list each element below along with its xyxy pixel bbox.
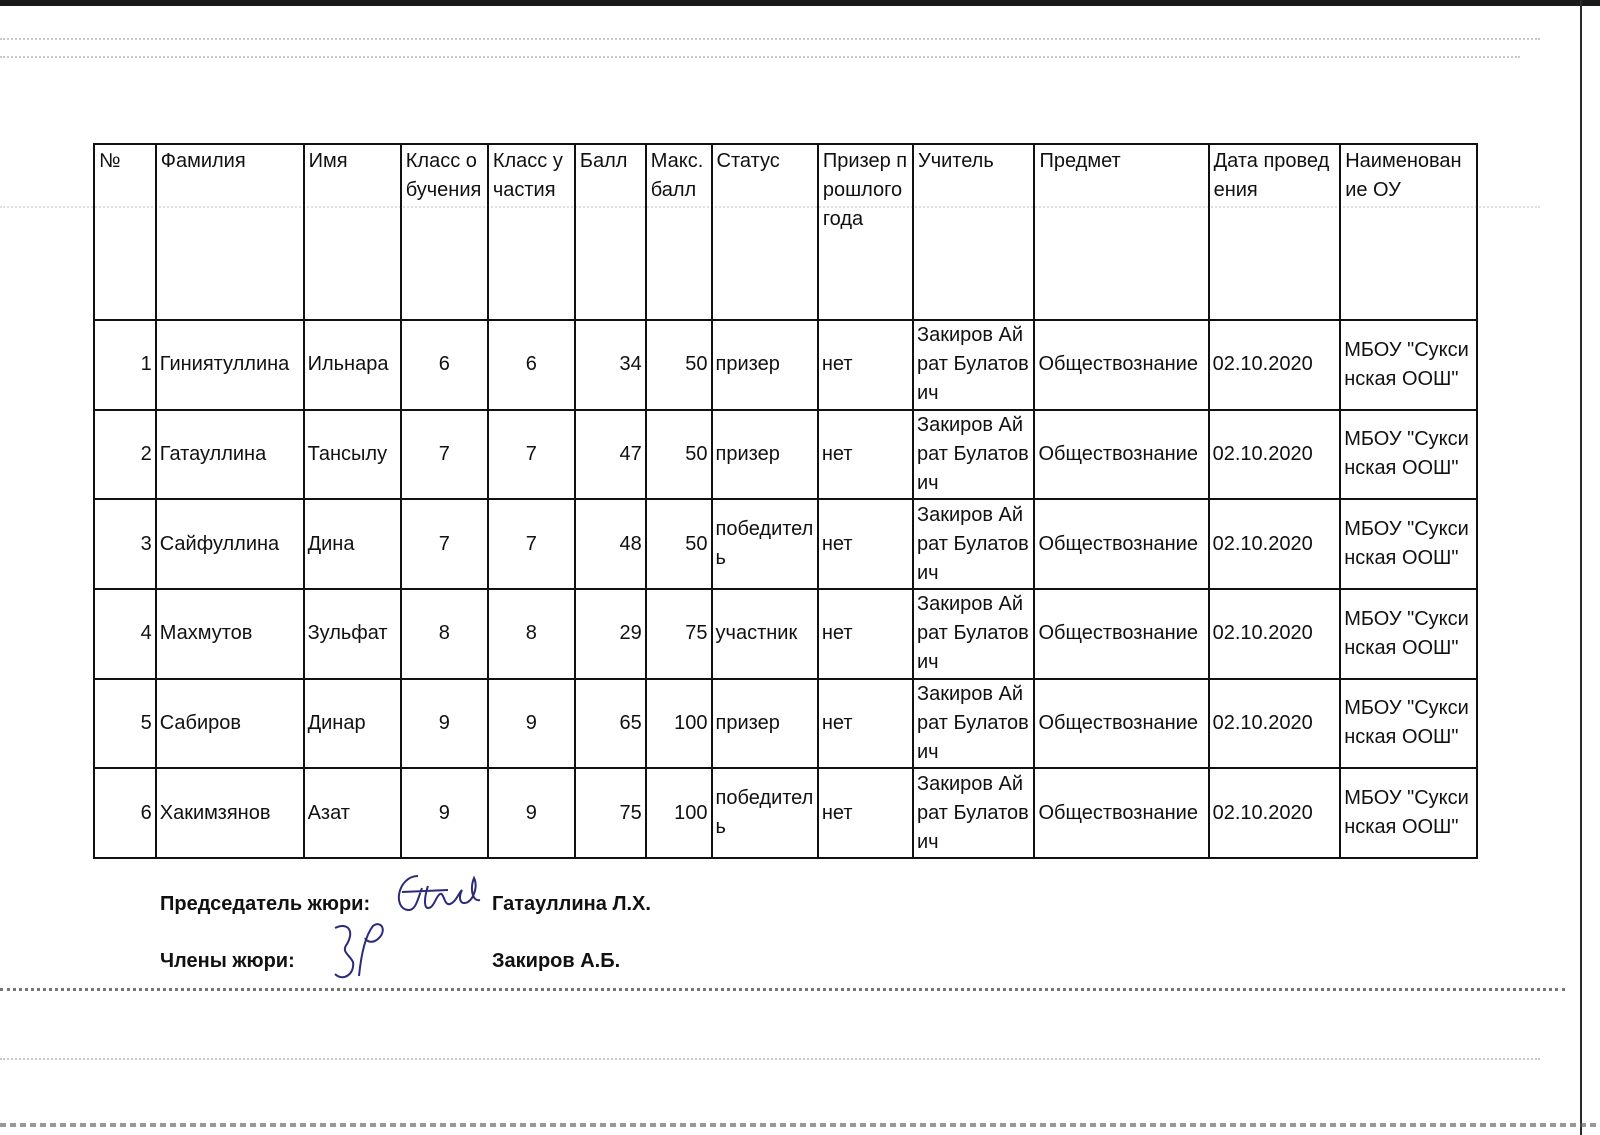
cell-max-score: 50 bbox=[646, 410, 712, 500]
jury-member-name: Закиров А.Б. bbox=[492, 950, 621, 972]
cell-subject: Обществознание bbox=[1034, 679, 1208, 769]
cell-last-year-prize: нет bbox=[818, 768, 913, 858]
cell-school: МБОУ "Суксинская ООШ" bbox=[1340, 320, 1477, 410]
cell-status: победитель bbox=[712, 768, 818, 858]
cell-name: Азат bbox=[304, 768, 401, 858]
cell-subject: Обществознание bbox=[1034, 499, 1208, 589]
cell-score: 29 bbox=[575, 589, 646, 679]
jury-members-label: Члены жюри: bbox=[160, 950, 295, 972]
cell-status: призер bbox=[712, 410, 818, 500]
jury-chair-name: Гатауллина Л.Х. bbox=[492, 893, 651, 915]
cell-date: 02.10.2020 bbox=[1209, 410, 1341, 500]
cell-participation-grade: 9 bbox=[488, 679, 575, 769]
cell-surname: Гиниятуллина bbox=[156, 320, 304, 410]
cell-date: 02.10.2020 bbox=[1209, 768, 1341, 858]
table-row bbox=[94, 768, 1477, 858]
cell-number: 5 bbox=[94, 679, 156, 769]
cell-number: 2 bbox=[94, 410, 156, 500]
cell-teacher: Закиров Айрат Булатович bbox=[913, 499, 1034, 589]
cell-max-score: 50 bbox=[646, 320, 712, 410]
col-participation-grade-header: Класс участия bbox=[488, 144, 575, 320]
table-row bbox=[94, 679, 1477, 769]
col-teacher-header: Учитель bbox=[913, 144, 1034, 320]
cell-subject: Обществознание bbox=[1034, 410, 1208, 500]
cell-max-score: 75 bbox=[646, 589, 712, 679]
col-score-header: Балл bbox=[575, 144, 646, 320]
cell-score: 75 bbox=[575, 768, 646, 858]
member-signature bbox=[325, 916, 405, 996]
cell-participation-grade: 7 bbox=[488, 499, 575, 589]
cell-school: МБОУ "Суксинская ООШ" bbox=[1340, 768, 1477, 858]
jury-chair-label: Председатель жюри: bbox=[160, 893, 371, 915]
cell-surname: Махмутов bbox=[156, 589, 304, 679]
scan-noise bbox=[0, 988, 1565, 991]
scan-noise bbox=[0, 56, 1520, 58]
cell-name: Зульфат bbox=[304, 589, 401, 679]
cell-teacher: Закиров Айрат Булатович bbox=[913, 679, 1034, 769]
chair-signature bbox=[388, 868, 488, 918]
cell-name: Тансылу bbox=[304, 410, 401, 500]
col-subject-header: Предмет bbox=[1034, 144, 1208, 320]
col-name-header: Имя bbox=[304, 144, 401, 320]
cell-teacher: Закиров Айрат Булатович bbox=[913, 768, 1034, 858]
cell-school: МБОУ "Суксинская ООШ" bbox=[1340, 410, 1477, 500]
cell-last-year-prize: нет bbox=[818, 320, 913, 410]
cell-study-grade: 7 bbox=[401, 499, 488, 589]
cell-status: победитель bbox=[712, 499, 818, 589]
cell-subject: Обществознание bbox=[1034, 768, 1208, 858]
cell-max-score: 100 bbox=[646, 679, 712, 769]
cell-number: 6 bbox=[94, 768, 156, 858]
cell-surname: Хакимзянов bbox=[156, 768, 304, 858]
cell-surname: Сабиров bbox=[156, 679, 304, 769]
cell-date: 02.10.2020 bbox=[1209, 320, 1341, 410]
scan-edge-right bbox=[1580, 0, 1582, 1135]
cell-school: МБОУ "Суксинская ООШ" bbox=[1340, 499, 1477, 589]
cell-study-grade: 6 bbox=[401, 320, 488, 410]
results-table bbox=[93, 143, 1478, 859]
table-row bbox=[94, 499, 1477, 589]
cell-name: Динар bbox=[304, 679, 401, 769]
cell-status: участник bbox=[712, 589, 818, 679]
cell-max-score: 50 bbox=[646, 499, 712, 589]
col-number-header: № bbox=[94, 144, 156, 320]
cell-teacher: Закиров Айрат Булатович bbox=[913, 589, 1034, 679]
col-status-header: Статус bbox=[712, 144, 818, 320]
scan-noise bbox=[0, 1058, 1540, 1060]
cell-max-score: 100 bbox=[646, 768, 712, 858]
cell-surname: Гатауллина bbox=[156, 410, 304, 500]
table-row bbox=[94, 410, 1477, 500]
cell-surname: Сайфуллина bbox=[156, 499, 304, 589]
cell-date: 02.10.2020 bbox=[1209, 589, 1341, 679]
cell-participation-grade: 8 bbox=[488, 589, 575, 679]
cell-study-grade: 9 bbox=[401, 768, 488, 858]
table-row bbox=[94, 320, 1477, 410]
cell-school: МБОУ "Суксинская ООШ" bbox=[1340, 589, 1477, 679]
cell-teacher: Закиров Айрат Булатович bbox=[913, 410, 1034, 500]
cell-score: 47 bbox=[575, 410, 646, 500]
cell-name: Дина bbox=[304, 499, 401, 589]
cell-study-grade: 9 bbox=[401, 679, 488, 769]
cell-number: 4 bbox=[94, 589, 156, 679]
col-study-grade-header: Класс обучения bbox=[401, 144, 488, 320]
cell-teacher: Закиров Айрат Булатович bbox=[913, 320, 1034, 410]
col-surname-header: Фамилия bbox=[156, 144, 304, 320]
cell-last-year-prize: нет bbox=[818, 499, 913, 589]
cell-name: Ильнара bbox=[304, 320, 401, 410]
cell-score: 65 bbox=[575, 679, 646, 769]
cell-status: призер bbox=[712, 679, 818, 769]
col-date-header: Дата проведения bbox=[1209, 144, 1341, 320]
cell-last-year-prize: нет bbox=[818, 410, 913, 500]
cell-score: 48 bbox=[575, 499, 646, 589]
cell-number: 1 bbox=[94, 320, 156, 410]
scan-edge-bottom bbox=[0, 1123, 1600, 1127]
col-max-score-header: Макс. балл bbox=[646, 144, 712, 320]
scan-edge-top bbox=[0, 0, 1600, 6]
cell-subject: Обществознание bbox=[1034, 320, 1208, 410]
cell-school: МБОУ "Суксинская ООШ" bbox=[1340, 679, 1477, 769]
col-last-year-prize-header: Призер прошлого года bbox=[818, 144, 913, 320]
cell-date: 02.10.2020 bbox=[1209, 679, 1341, 769]
cell-score: 34 bbox=[575, 320, 646, 410]
cell-participation-grade: 9 bbox=[488, 768, 575, 858]
cell-participation-grade: 7 bbox=[488, 410, 575, 500]
col-school-header: Наименование ОУ bbox=[1340, 144, 1477, 320]
scan-noise bbox=[0, 38, 1540, 40]
table-header-row bbox=[94, 144, 1477, 320]
cell-study-grade: 7 bbox=[401, 410, 488, 500]
cell-subject: Обществознание bbox=[1034, 589, 1208, 679]
cell-number: 3 bbox=[94, 499, 156, 589]
cell-participation-grade: 6 bbox=[488, 320, 575, 410]
cell-date: 02.10.2020 bbox=[1209, 499, 1341, 589]
table-row bbox=[94, 589, 1477, 679]
cell-last-year-prize: нет bbox=[818, 679, 913, 769]
cell-study-grade: 8 bbox=[401, 589, 488, 679]
cell-last-year-prize: нет bbox=[818, 589, 913, 679]
cell-status: призер bbox=[712, 320, 818, 410]
